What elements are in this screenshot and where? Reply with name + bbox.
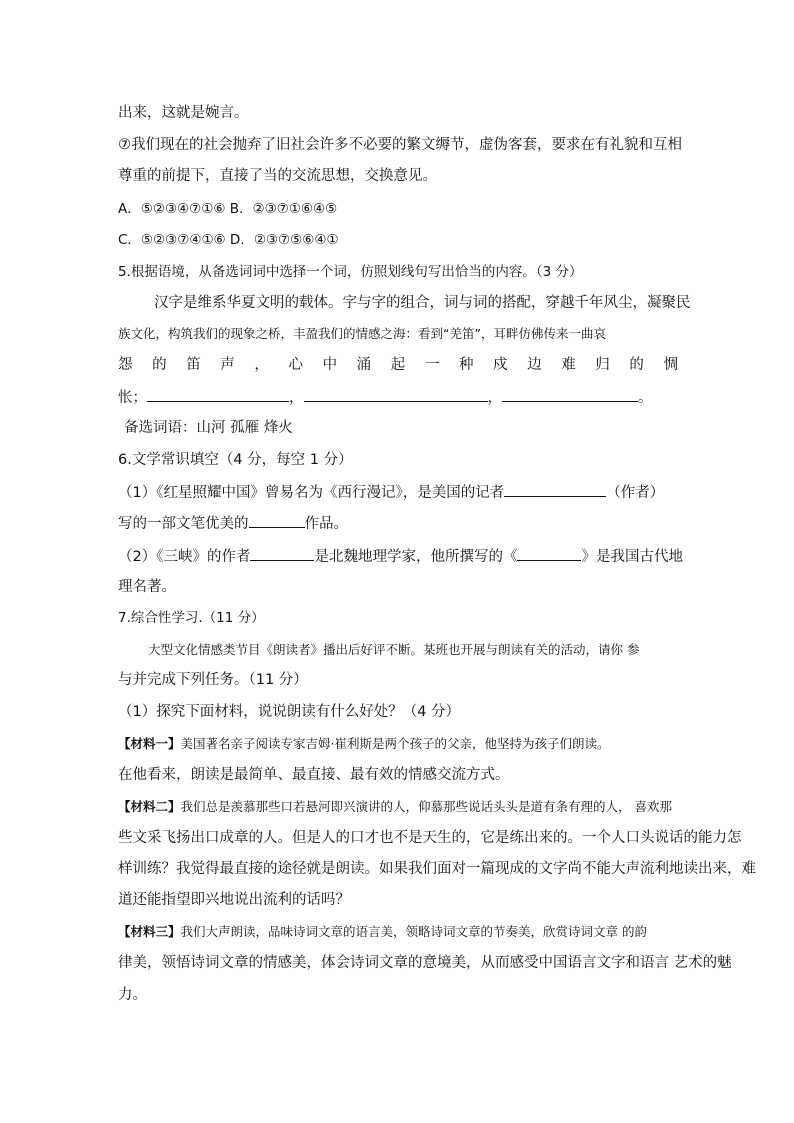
char: ， bbox=[254, 357, 269, 373]
text: （2）《三峡》的作者 bbox=[118, 549, 251, 565]
char: 一 bbox=[424, 357, 440, 373]
text: 我们大声朗读，品味诗词文章的语言美，领略诗词文章的节奏美，欣赏诗词文章 的韵 bbox=[180, 924, 647, 939]
char: 笛 bbox=[186, 357, 201, 373]
char: 归 bbox=[595, 357, 610, 373]
material-2 bbox=[118, 797, 678, 817]
text-line: 大型文化情感类节目《朗读者》播出后好评不断。某班也开展与朗读有关的活动，请你 参 bbox=[148, 642, 640, 657]
book-title-blank[interactable] bbox=[517, 545, 581, 561]
material-tag: 【材料二】 bbox=[118, 799, 181, 814]
question-heading: 7.综合性学习.（11 分） bbox=[118, 610, 265, 626]
text-line: 汉字是维系华夏文明的载体。字与字的组合，词与词的搭配，穿越千年风尘，凝聚民 bbox=[154, 295, 691, 311]
answer-blank-3[interactable] bbox=[502, 386, 638, 402]
text-line: 备选词语：山河 孤雁 烽火 bbox=[124, 420, 293, 436]
text-line: 出来，这就是婉言。 bbox=[118, 105, 249, 121]
text: 怅； bbox=[118, 390, 147, 406]
text-line: 些文采飞扬出口成章的人。但是人的口才也不是天生的，它是练出来的。一个人口头说话的能力怎 bbox=[118, 830, 742, 846]
text-line: 尊重的前提下，直接了当的交流思想，交换意见。 bbox=[118, 168, 437, 184]
option-line: A．⑤②③④⑦①⑥ B．②③⑦①⑥④⑤ bbox=[118, 201, 338, 217]
text: 。 bbox=[638, 390, 653, 406]
text: （作者） bbox=[606, 485, 665, 501]
text: 写的一部文笔优美的 bbox=[118, 516, 249, 532]
text-line: 道还能指望即兴地说出流利的话吗？ bbox=[118, 892, 350, 908]
char: 心 bbox=[288, 357, 303, 373]
text: 作品。 bbox=[304, 516, 348, 532]
material-tag: 【材料三】 bbox=[118, 924, 181, 939]
text-line: 理名著。 bbox=[118, 579, 176, 595]
text: 美国著名亲子阅读专家吉姆·崔利斯是两个孩子的父亲，他坚持为孩子们朗读。 bbox=[180, 736, 610, 751]
char: 声 bbox=[220, 357, 235, 373]
char: 边 bbox=[527, 357, 542, 373]
sanxia-author-blank[interactable] bbox=[250, 545, 314, 561]
char: 的 bbox=[152, 357, 167, 373]
text: （1）《红星照耀中国》曾易名为《西行漫记》，是美国的记者 bbox=[118, 485, 505, 501]
char: 的 bbox=[629, 357, 644, 373]
char: 中 bbox=[322, 357, 338, 373]
text-line: 与并完成下列任务。（11 分） bbox=[118, 672, 308, 688]
text-line: 族文化，构筑我们的现象之桥，丰盈我们的情感之海：看到“羌笛”，耳畔仿佛传来一曲哀 bbox=[118, 326, 606, 341]
text-line: 律美，领悟诗词文章的情感美，体会诗词文章的意境美，从而感受中国语言文字和语言 艺术的魅 bbox=[118, 955, 732, 971]
text: 我们总是羡慕那些口若悬河即兴演讲的人，仰慕那些说话头头是道有条有理的人， 喜欢那 bbox=[180, 799, 672, 814]
answer-blank-1[interactable] bbox=[147, 386, 289, 402]
answer-blank-2[interactable] bbox=[304, 386, 488, 402]
text-line: 力。 bbox=[118, 987, 147, 1003]
material-1 bbox=[118, 734, 678, 754]
char: 起 bbox=[390, 357, 406, 373]
material-3 bbox=[118, 922, 678, 942]
fill-line bbox=[118, 481, 678, 503]
text-line: 样训练？我觉得最直接的途径就是朗读。如果我们面对一篇现成的文字尚不能大声流利地读出来，难 bbox=[118, 861, 756, 877]
justified-line bbox=[118, 355, 678, 375]
answer-line bbox=[118, 386, 678, 408]
option-line: C．⑤②③⑦④①⑥ D．②③⑦⑤⑥④① bbox=[118, 232, 339, 248]
text: ， bbox=[487, 390, 502, 406]
char: 怨 bbox=[118, 357, 133, 373]
question-heading: 5.根据语境，从备选词词中选择一个词，仿照划线句写出恰当的内容。（3 分） bbox=[118, 264, 583, 280]
fill-line bbox=[118, 545, 683, 567]
char: 难 bbox=[561, 357, 576, 373]
text: 》是我国古代地 bbox=[581, 549, 683, 565]
question-heading: 6.文学常识填空（4 分，每空 1 分） bbox=[118, 452, 353, 468]
author-blank[interactable] bbox=[504, 481, 606, 497]
text: ， bbox=[289, 390, 304, 406]
text: 是北魏地理学家，他所撰写的《 bbox=[314, 549, 518, 565]
sub-question: （1）探究下面材料，说说朗读有什么好处？（4 分） bbox=[118, 704, 461, 720]
char: 涌 bbox=[356, 357, 372, 373]
fill-line bbox=[118, 512, 678, 534]
genre-blank[interactable] bbox=[249, 512, 305, 528]
text-line: ⑦我们现在的社会抛弃了旧社会许多不必要的繁文缛节，虚伪客套，要求在有礼貌和互相 bbox=[118, 137, 682, 153]
char: 戍 bbox=[493, 357, 508, 373]
char: 种 bbox=[458, 357, 474, 373]
text-line: 在他看来，朗读是最简单、最直接、最有效的情感交流方式。 bbox=[118, 767, 510, 783]
material-tag: 【材料一】 bbox=[118, 736, 181, 751]
char: 惆 bbox=[663, 357, 678, 373]
